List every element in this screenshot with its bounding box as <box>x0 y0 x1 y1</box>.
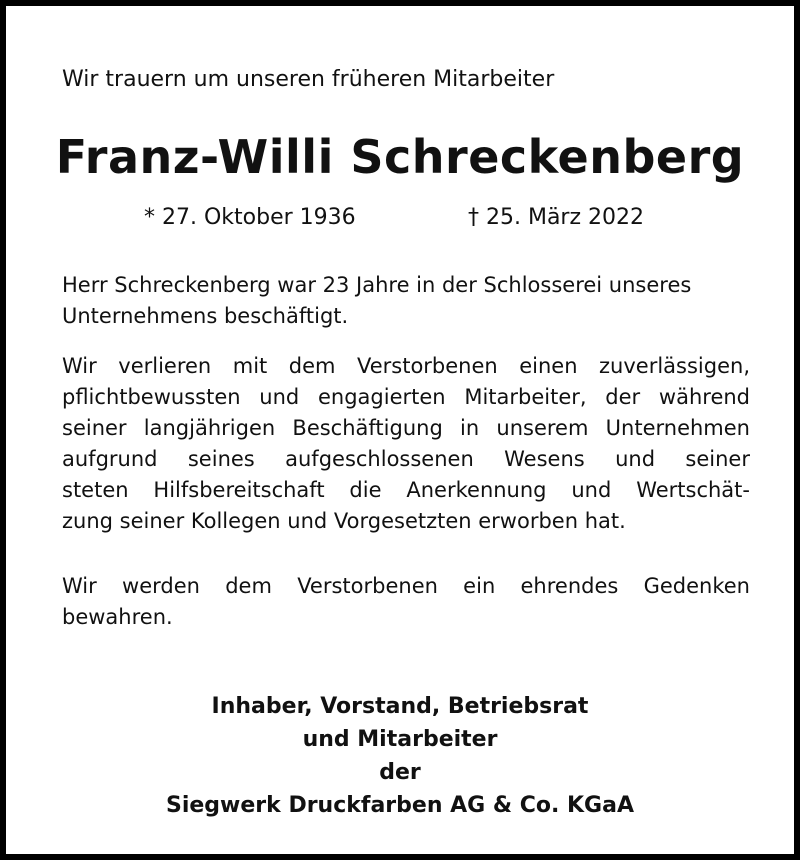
paragraph-line: Unternehmens beschäftigt. <box>62 304 349 328</box>
signature-line: Inhaber, Vorstand, Betriebsrat <box>211 694 589 719</box>
intro-text: Wir trauern um unseren früheren Mitarbeiter <box>62 67 555 92</box>
paragraph-remembrance <box>62 571 750 633</box>
paragraph-line: aufgrund seines aufgeschlossenen Wesens und seiner <box>62 447 750 471</box>
paragraph-line: steten Hilfsbereitschaft die Anerkennung und Wertschät- <box>62 478 750 502</box>
death-date: † 25. März 2022 <box>468 205 645 230</box>
signature-line: der <box>379 760 421 785</box>
paragraph-line: Herr Schreckenberg war 23 Jahre in der Schlosserei unseres <box>62 273 692 297</box>
paragraph-line: pflichtbewussten und engagierten Mitarbeiter, der während <box>62 385 750 409</box>
birth-date: * 27. Oktober 1936 <box>144 205 356 230</box>
paragraph-line: Wir werden dem Verstorbenen ein ehrendes Gedenken <box>62 574 750 598</box>
signature-line: und Mitarbeiter <box>302 727 498 752</box>
paragraph-line: zung seiner Kollegen und Vorgesetzten erworben hat. <box>62 509 626 533</box>
paragraph-line: seiner langjährigen Beschäftigung in unserem Unternehmen <box>62 416 750 440</box>
deceased-name: Franz-Willi Schreckenberg <box>55 130 745 184</box>
paragraph-tribute <box>62 351 750 537</box>
paragraph-line: bewahren. <box>62 605 173 629</box>
signature-block <box>6 690 794 822</box>
company-name: Siegwerk Druckfarben AG & Co. KGaA <box>166 793 634 818</box>
paragraph-line: Wir verlieren mit dem Verstorbenen einen zuverlässigen, <box>62 354 750 378</box>
paragraph-employment <box>62 270 750 332</box>
